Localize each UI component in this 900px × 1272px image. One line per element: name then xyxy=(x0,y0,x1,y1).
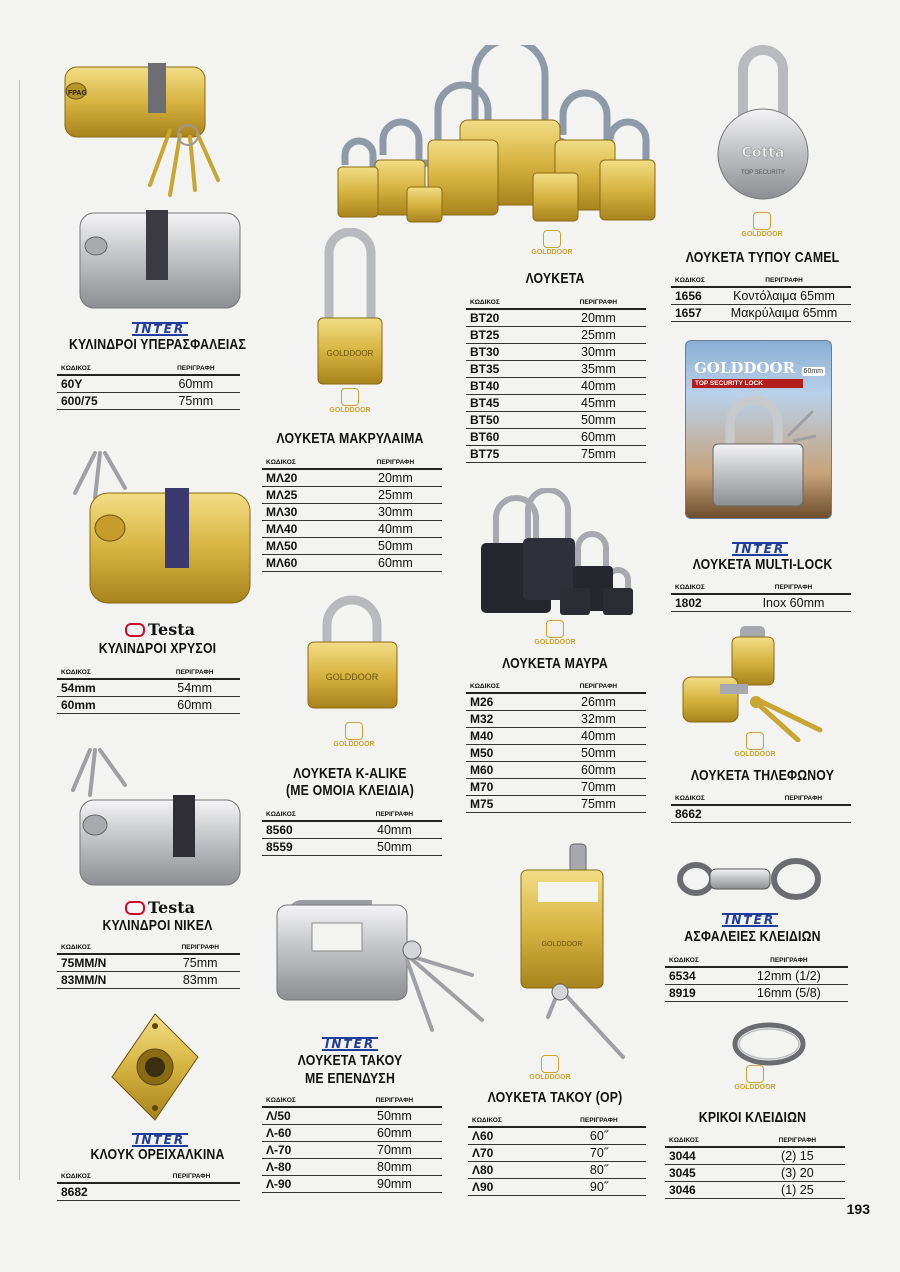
block-op-title: ΛΟΥΚΕΤΑ ΤΑΚΟΥ (OP) xyxy=(487,1089,623,1106)
table-row: 8662 xyxy=(671,805,851,823)
inter-brand-logo: INTER xyxy=(80,320,240,338)
padlock-group-image xyxy=(335,45,665,225)
inter-brand-logo-3: INTER xyxy=(270,1035,430,1053)
chrome-cylinder-image xyxy=(78,208,243,313)
multilock-title: ΛΟΥΚΕΤΑ MULTI-LOCK xyxy=(692,556,833,573)
table-row: 600/75 75mm xyxy=(57,393,240,410)
svg-text:GOLDDOOR: GOLDDOOR xyxy=(325,672,379,682)
hook-table: ΚΩΔΙΚΟΣ ΠΕΡΙΓΡΑΦΗ 8682 xyxy=(57,1170,240,1201)
nickel-cylinder-image xyxy=(65,740,245,890)
table-row: 60mm 60mm xyxy=(57,697,240,714)
camel-table: ΚΩΔΙΚΟΣ ΠΕΡΙΓΡΑΦΗ 1656 Κοντόλαιμα 65mm 1657 Μακρύλαιμα 65mm xyxy=(671,274,851,322)
table-row: M40 40mm xyxy=(466,728,646,745)
package-size: 60mm xyxy=(803,368,823,375)
table-row: 60Y 60mm xyxy=(57,375,240,393)
inter-brand-logo-5: INTER xyxy=(670,911,830,929)
multilock-table: ΚΩΔΙΚΟΣ ΠΕΡΙΓΡΑΦΗ 1802 Inox 60mm xyxy=(671,581,851,612)
table-row: BT35 35mm xyxy=(466,361,646,378)
golddoor-logo-8: GOLDDOOR xyxy=(733,1065,777,1092)
golddoor-logo-7: GOLDDOOR xyxy=(733,732,777,759)
package-sub: TOP SECURITY LOCK xyxy=(692,379,803,388)
table-row: 8682 xyxy=(57,1183,240,1201)
padlocks-title: ΛΟΥΚΕΤΑ xyxy=(525,270,585,287)
svg-text:GOLDDOOR: GOLDDOOR xyxy=(541,941,583,948)
package-brand: GOLDDOOR xyxy=(694,359,796,377)
phone-title: ΛΟΥΚΕΤΑ ΤΗΛΕΦΩΝΟΥ xyxy=(690,767,835,784)
table-row: Λ70 70˝ xyxy=(468,1145,646,1162)
table-row: 6534 12mm (1/2) xyxy=(665,967,848,985)
table-row: ΜΛ50 50mm xyxy=(262,538,442,555)
table-row: 8559 50mm xyxy=(262,839,442,856)
table-row: M26 26mm xyxy=(466,693,646,711)
table-row: Λ90 90˝ xyxy=(468,1179,646,1196)
block-coated-title-2: ΜΕ ΕΠΕΝΔΥΣΗ xyxy=(304,1070,396,1087)
table-row: Λ-60 60mm xyxy=(262,1125,442,1142)
table-row: ΜΛ40 40mm xyxy=(262,521,442,538)
kalike-padlock-image xyxy=(305,590,400,710)
table-row: BT20 20mm xyxy=(466,309,646,327)
black-table: ΚΩΔΙΚΟΣ ΠΕΡΙΓΡΑΦΗ M26 26mm M32 32mm M40 40mm M50 50mm M60 60mm M70 70mm M75 75mm xyxy=(466,680,646,813)
hook-title: ΚΛΟΥΚ ΟΡΕΙΧΑΛΚΙΝΑ xyxy=(90,1146,225,1163)
golddoor-logo: GOLDDOOR xyxy=(328,388,372,415)
table-row: BT45 45mm xyxy=(466,395,646,412)
inter-brand-logo-2: INTER xyxy=(80,1131,240,1149)
key-clips-table: ΚΩΔΙΚΟΣ ΠΕΡΙΓΡΑΦΗ 6534 12mm (1/2) 8919 16mm (5/8) xyxy=(665,954,848,1002)
svg-text:GOLDDOOR: GOLDDOOR xyxy=(326,349,374,358)
cyl-security-table: ΚΩΔΙΚΟΣ ΠΕΡΙΓΡΑΦΗ 60Y 60mm 600/75 75mm xyxy=(57,362,240,410)
golddoor-logo-2: GOLDDOOR xyxy=(332,722,376,749)
phone-table: ΚΩΔΙΚΟΣ ΠΕΡΙΓΡΑΦΗ 8662 xyxy=(671,792,851,823)
table-row: M60 60mm xyxy=(466,762,646,779)
cylinder-brand-text: FPAG xyxy=(68,90,87,97)
long-shackle-table: ΚΩΔΙΚΟΣ ΠΕΡΙΓΡΑΦΗ ΜΛ20 20mm ΜΛ25 25mm ΜΛ30 30mm ΜΛ40 40mm ΜΛ50 50mm ΜΛ60 60mm xyxy=(262,456,442,572)
table-row: BT75 75mm xyxy=(466,446,646,463)
cyl-nickel-title: ΚΥΛΙΝΔΡΟΙ ΝΙΚΕΛ xyxy=(102,917,213,934)
key-clips-title: ΑΣΦΑΛΕΙΕΣ ΚΛΕΙΔΙΩΝ xyxy=(684,928,821,945)
block-coated-title-1: ΛΟΥΚΕΤΑ ΤΑΚΟΥ xyxy=(297,1052,403,1069)
table-row: BT60 60mm xyxy=(466,429,646,446)
table-row: 1802 Inox 60mm xyxy=(671,594,851,612)
table-row: ΜΛ30 30mm xyxy=(262,504,442,521)
table-row: M50 50mm xyxy=(466,745,646,762)
golddoor-logo-3: GOLDDOOR xyxy=(530,230,574,257)
padlocks-table: ΚΩΔΙΚΟΣ ΠΕΡΙΓΡΑΦΗ BT20 20mm BT25 25mm BT30 30mm BT35 35mm BT40 40mm BT45 45mm BT50 50mm BT60 60mm BT75 75mm xyxy=(466,296,646,463)
table-row: 3046 (1) 25 xyxy=(665,1182,845,1199)
cyl-nickel-table: ΚΩΔΙΚΟΣ ΠΕΡΙΓΡΑΦΗ 75MM/N 75mm 83MM/N 83mm xyxy=(57,941,240,989)
long-shackle-title: ΛΟΥΚΕΤΑ ΜΑΚΡΥΛΑΙΜΑ xyxy=(276,430,424,447)
brass-hook-image xyxy=(110,1012,200,1122)
table-row: 83MM/N 83mm xyxy=(57,972,240,989)
table-row: 1656 Κοντόλαιμα 65mm xyxy=(671,287,851,305)
key-rings-title: ΚΡΙΚΟΙ ΚΛΕΙΔΙΩΝ xyxy=(698,1109,807,1126)
cyl-gold-table: ΚΩΔΙΚΟΣ ΠΕΡΙΓΡΑΦΗ 54mm 54mm 60mm 60mm xyxy=(57,666,240,714)
table-row: 8919 16mm (5/8) xyxy=(665,985,848,1002)
table-row: M32 32mm xyxy=(466,711,646,728)
table-row: Λ-70 70mm xyxy=(262,1142,442,1159)
golddoor-logo-6: GOLDDOOR xyxy=(740,212,784,239)
block-op-table: ΚΩΔΙΚΟΣ ΠΕΡΙΓΡΑΦΗ Λ60 60˝ Λ70 70˝ Λ80 80˝ Λ90 90˝ xyxy=(468,1114,646,1196)
table-row: 3044 (2) 15 xyxy=(665,1147,845,1165)
cyl-security-title: ΚΥΛΙΝΔΡΟΙ ΥΠΕΡΑΣΦΑΛΕΙΑΣ xyxy=(68,336,247,353)
testa-brand-logo-2: Testa xyxy=(80,898,240,918)
phone-padlock-image xyxy=(680,622,825,742)
testa-brand-logo: Testa xyxy=(80,620,240,640)
table-row: Λ/50 50mm xyxy=(262,1107,442,1125)
key-clip-image xyxy=(676,855,826,900)
svg-text:TOP SECURITY: TOP SECURITY xyxy=(740,170,786,176)
multilock-package-image xyxy=(685,340,832,519)
page-number: 193 xyxy=(846,1201,870,1217)
cyl-gold-title: ΚΥΛΙΝΔΡΟΙ ΧΡΥΣΟΙ xyxy=(98,640,217,657)
table-row: Λ60 60˝ xyxy=(468,1127,646,1145)
camel-title: ΛΟΥΚΕΤΑ ΤΥΠΟΥ CAMEL xyxy=(685,249,840,266)
table-row: ΜΛ25 25mm xyxy=(262,487,442,504)
block-coated-table: ΚΩΔΙΚΟΣ ΠΕΡΙΓΡΑΦΗ Λ/50 50mm Λ-60 60mm Λ-70 70mm Λ-80 80mm Λ-90 90mm xyxy=(262,1094,442,1193)
table-row: Λ-90 90mm xyxy=(262,1176,442,1193)
key-rings-table: ΚΩΔΙΚΟΣ ΠΕΡΙΓΡΑΦΗ 3044 (2) 15 3045 (3) 20 3046 (1) 25 xyxy=(665,1134,845,1199)
inter-brand-logo-4: INTER xyxy=(680,540,840,558)
key-ring-image xyxy=(731,1020,807,1068)
block-padlock-coated-image xyxy=(272,895,492,1035)
table-row: BT30 30mm xyxy=(466,344,646,361)
camel-padlock-image xyxy=(715,42,810,202)
table-row: ΜΛ60 60mm xyxy=(262,555,442,572)
table-row: ΜΛ20 20mm xyxy=(262,469,442,487)
black-title: ΛΟΥΚΕΤΑ ΜΑΥΡΑ xyxy=(502,655,608,672)
table-row: M70 70mm xyxy=(466,779,646,796)
table-row: 8560 40mm xyxy=(262,821,442,839)
table-row: BT40 40mm xyxy=(466,378,646,395)
gold-cylinder-keys-image xyxy=(65,438,255,608)
table-row: M75 75mm xyxy=(466,796,646,813)
kalike-title-2: (ΜΕ ΟΜΟΙΑ ΚΛΕΙΔΙΑ) xyxy=(286,782,414,799)
kalike-table: ΚΩΔΙΚΟΣ ΠΕΡΙΓΡΑΦΗ 8560 40mm 8559 50mm xyxy=(262,808,442,856)
golddoor-logo-5: GOLDDOOR xyxy=(528,1055,572,1082)
block-padlock-op-image xyxy=(518,842,633,1064)
golddoor-logo-4: GOLDDOOR xyxy=(533,620,577,647)
table-row: 75MM/N 75mm xyxy=(57,954,240,972)
table-row: 1657 Μακρύλαιμα 65mm xyxy=(671,305,851,322)
kalike-title-1: ΛΟΥΚΕΤΑ K-ALIKE xyxy=(293,765,407,782)
table-row: Λ80 80˝ xyxy=(468,1162,646,1179)
table-row: BT25 25mm xyxy=(466,327,646,344)
table-row: Λ-80 80mm xyxy=(262,1159,442,1176)
black-padlocks-image xyxy=(478,488,638,618)
table-row: 54mm 54mm xyxy=(57,679,240,697)
gold-cylinder-image xyxy=(60,55,235,205)
table-row: 3045 (3) 20 xyxy=(665,1165,845,1182)
margin-line xyxy=(19,80,20,1180)
svg-text:Cotta: Cotta xyxy=(741,145,785,161)
long-shackle-padlock-image xyxy=(315,228,385,388)
table-row: BT50 50mm xyxy=(466,412,646,429)
